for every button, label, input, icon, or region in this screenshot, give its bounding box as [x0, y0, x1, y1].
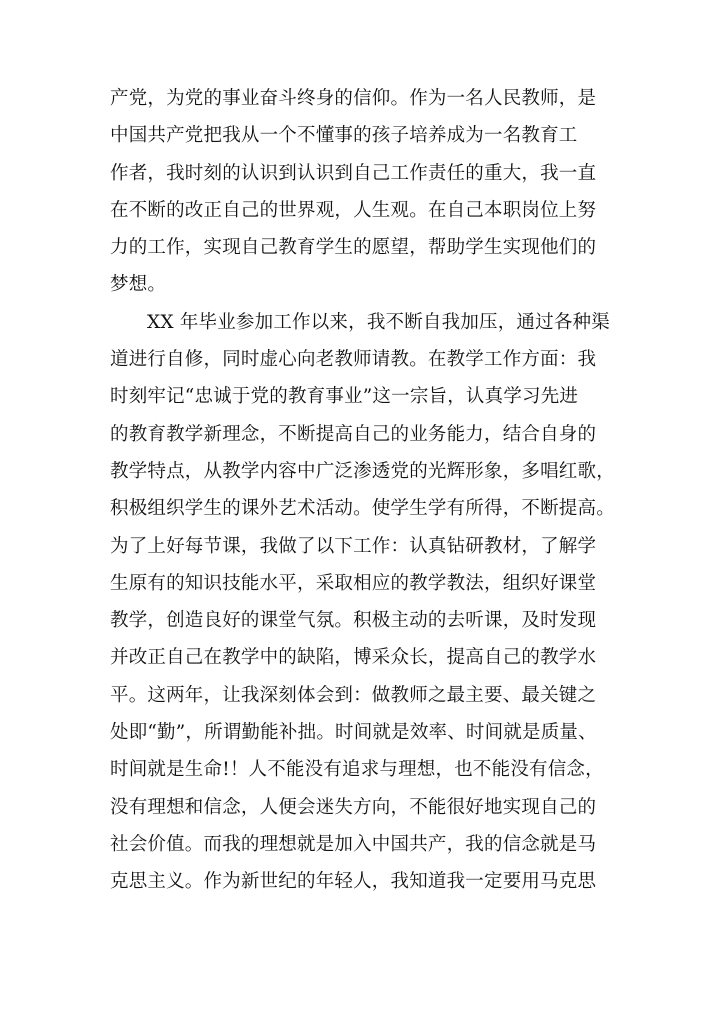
body-text — [110, 80, 615, 901]
text-line: 克思主义。作为新世纪的年轻人，我知道我一定要用马克思 — [110, 871, 597, 893]
text-line: 梦想。 — [110, 274, 167, 296]
text-line: 在不断的改正自己的世界观，人生观。在自己本职岗位上努 — [110, 199, 597, 221]
text-line: 社会价值。而我的理想就是加入中国共产，我的信念就是马 — [110, 833, 597, 855]
text-line: 处即“勤”，所谓勤能补拙。时间就是效率、时间就是质量、 — [110, 722, 597, 744]
text-line: 产党，为党的事业奋斗终身的信仰。作为一名人民教师，是 — [110, 88, 597, 109]
text-line: 道进行自修，同时虚心向老教师请教。在教学工作方面：我 — [110, 349, 597, 371]
text-line: 作者，我时刻的认识到认识到自己工作责任的重大，我一直 — [110, 162, 597, 184]
text-line: 中国共产党把我从一个不懂事的孩子培养成为一名教育工 — [110, 125, 578, 147]
text-line: 教学，创造良好的课堂气氛。积极主动的去听课，及时发现 — [110, 610, 597, 632]
text-line: 力的工作，实现自己教育学生的愿望，帮助学生实现他们的 — [110, 237, 597, 259]
text-line: 生原有的知识技能水平，采取相应的教学教法，组织好课堂 — [110, 572, 597, 594]
text-line: 平。这两年，让我深刻体会到：做教师之最主要、最关键之 — [110, 684, 597, 706]
text-line: 积极组织学生的课外艺术活动。使学生学有所得，不断提高。 — [110, 498, 615, 520]
text-line: 时间就是生命!！人不能没有追求与理想，也不能没有信念， — [110, 759, 604, 781]
text-line: 并改正自己在教学中的缺陷，博采众长，提高自己的教学水 — [110, 647, 597, 669]
text-line: 没有理想和信念，人便会迷失方向，不能很好地实现自己的 — [110, 796, 597, 818]
text-line: 教学特点，从教学内容中广泛渗透党的光辉形象，多唱红歌， — [110, 460, 615, 482]
text-line: 为了上好每节课，我做了以下工作：认真钻研教材，了解学 — [110, 535, 597, 557]
text-line: 时刻牢记“忠诚于党的教育事业”这一宗旨，认真学习先进 — [110, 386, 579, 408]
text-line: 的教育教学新理念，不断提高自己的业务能力，结合自身的 — [110, 423, 597, 445]
paragraph-first-line: XX 年毕业参加工作以来，我不断自我加压，通过各种渠 — [147, 311, 610, 333]
